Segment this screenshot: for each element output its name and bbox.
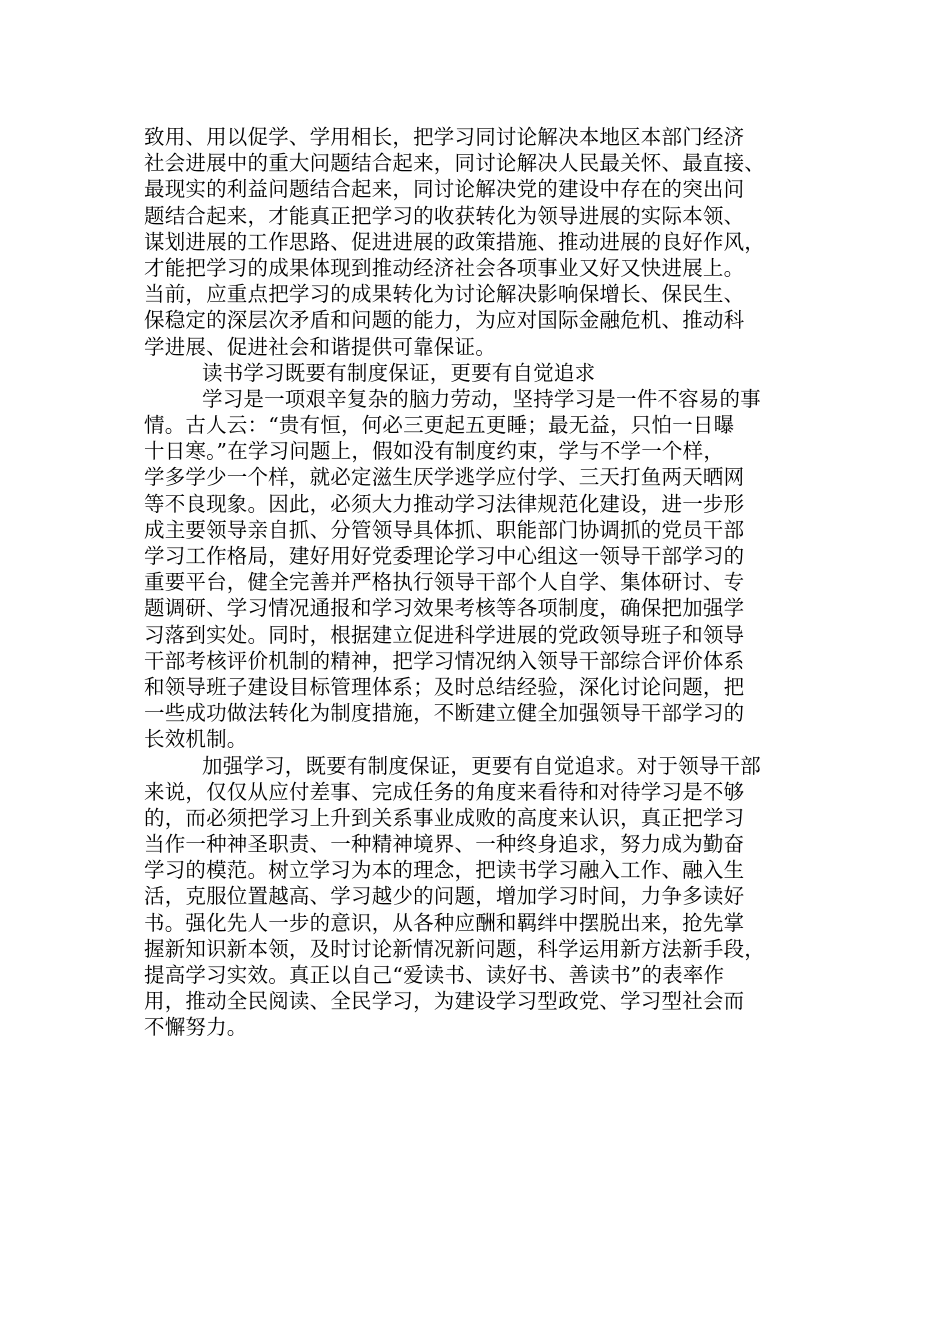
text-line: 习落到实处。同时，根据建立促进科学进展的党政领导班子和领导	[144, 622, 745, 647]
text-line: 加强学习，既要有制度保证，更要有自觉追求。对于领导干部	[202, 753, 761, 778]
text-line: 的，而必须把学习上升到关系事业成败的高度来认识，真正把学习	[144, 805, 745, 830]
text-line: 保稳定的深层次矛盾和问题的能力，为应对国际金融危机、推动科	[144, 308, 745, 333]
text-line: 社会进展中的重大问题结合起来，同讨论解决人民最关怀、最直接、	[144, 151, 765, 176]
text-line: 提高学习实效。真正以自己“爱读书、读好书、善读书”的表率作	[144, 963, 725, 987]
text-line: 一些成功做法转化为制度措施，不断建立健全加强领导干部学习的	[144, 701, 745, 726]
text-line: 十日寒。”在学习问题上，假如没有制度约束，学与不学一个样，	[144, 439, 725, 464]
text-line: 书。强化先人一步的意识，从各种应酬和羁绊中摆脱出来，抢先掌	[144, 910, 745, 935]
text-line: 用，推动全民阅读、全民学习，为建设学习型政党、学习型社会而	[144, 989, 745, 1014]
text-line: 重要平台，健全完善并严格执行领导干部个人自学、集体研讨、专	[144, 570, 745, 595]
text-line: 学习是一项艰辛复杂的脑力劳动，坚持学习是一件不容易的事	[202, 386, 761, 411]
text-line: 题调研、学习情况通报和学习效果考核等各项制度，确保把加强学	[144, 596, 745, 621]
text-line: 最现实的利益问题结合起来，同讨论解决党的建设中存在的突出问	[144, 177, 745, 202]
text-line: 活，克服位置越高、学习越少的问题，增加学习时间，力争多读好	[144, 884, 745, 909]
text-line: 情。古人云：“贵有恒，何必三更起五更睡；最无益，只怕一日曝	[144, 413, 735, 438]
document-body	[144, 124, 834, 1041]
text-line: 不懈努力。	[144, 1015, 248, 1040]
text-line: 和领导班子建设目标管理体系；及时总结经验，深化讨论问题，把	[144, 674, 745, 699]
text-line: 学习工作格局，建好用好党委理论学习中心组这一领导干部学习的	[144, 544, 745, 568]
text-line: 等不良现象。因此，必须大力推动学习法律规范化建设，进一步形	[144, 491, 745, 516]
section-heading: 读书学习既要有制度保证，更要有自觉追求	[202, 360, 596, 385]
text-line: 学多学少一个样，就必定滋生厌学逃学应付学、三天打鱼两天晒网	[144, 465, 745, 490]
paragraph-two	[144, 386, 834, 753]
text-line: 干部考核评价机制的精神，把学习情况纳入领导干部综合评价体系	[144, 648, 745, 673]
text-line: 长效机制。	[144, 727, 248, 752]
text-line: 握新知识新本领，及时讨论新情况新问题，科学运用新方法新手段，	[144, 936, 765, 961]
text-line: 学进展、促进社会和谐提供可靠保证。	[144, 334, 496, 359]
text-line: 致用、用以促学、学用相长，把学习同讨论解决本地区本部门经济	[144, 125, 745, 149]
text-line: 成主要领导亲自抓、分管领导具体抓、职能部门协调抓的党员干部	[144, 517, 745, 542]
text-line: 才能把学习的成果体现到推动经济社会各项事业又好又快进展上。	[144, 255, 745, 280]
text-line: 来说，仅仅从应付差事、完成任务的角度来看待和对待学习是不够	[144, 779, 745, 804]
text-line: 当前，应重点把学习的成果转化为讨论解决影响保增长、保民生、	[144, 282, 745, 307]
text-line: 学习的模范。树立学习为本的理念，把读书学习融入工作、融入生	[144, 858, 745, 883]
text-line: 谋划进展的工作思路、促进进展的政策措施、推动进展的良好作风，	[144, 229, 765, 254]
text-line: 题结合起来，才能真正把学习的收获转化为领导进展的实际本领、	[144, 203, 745, 228]
paragraph-continued	[144, 124, 834, 360]
text-line: 当作一种神圣职责、一种精神境界、一种终身追求，努力成为勤奋	[144, 832, 745, 857]
paragraph-three	[144, 753, 834, 1041]
